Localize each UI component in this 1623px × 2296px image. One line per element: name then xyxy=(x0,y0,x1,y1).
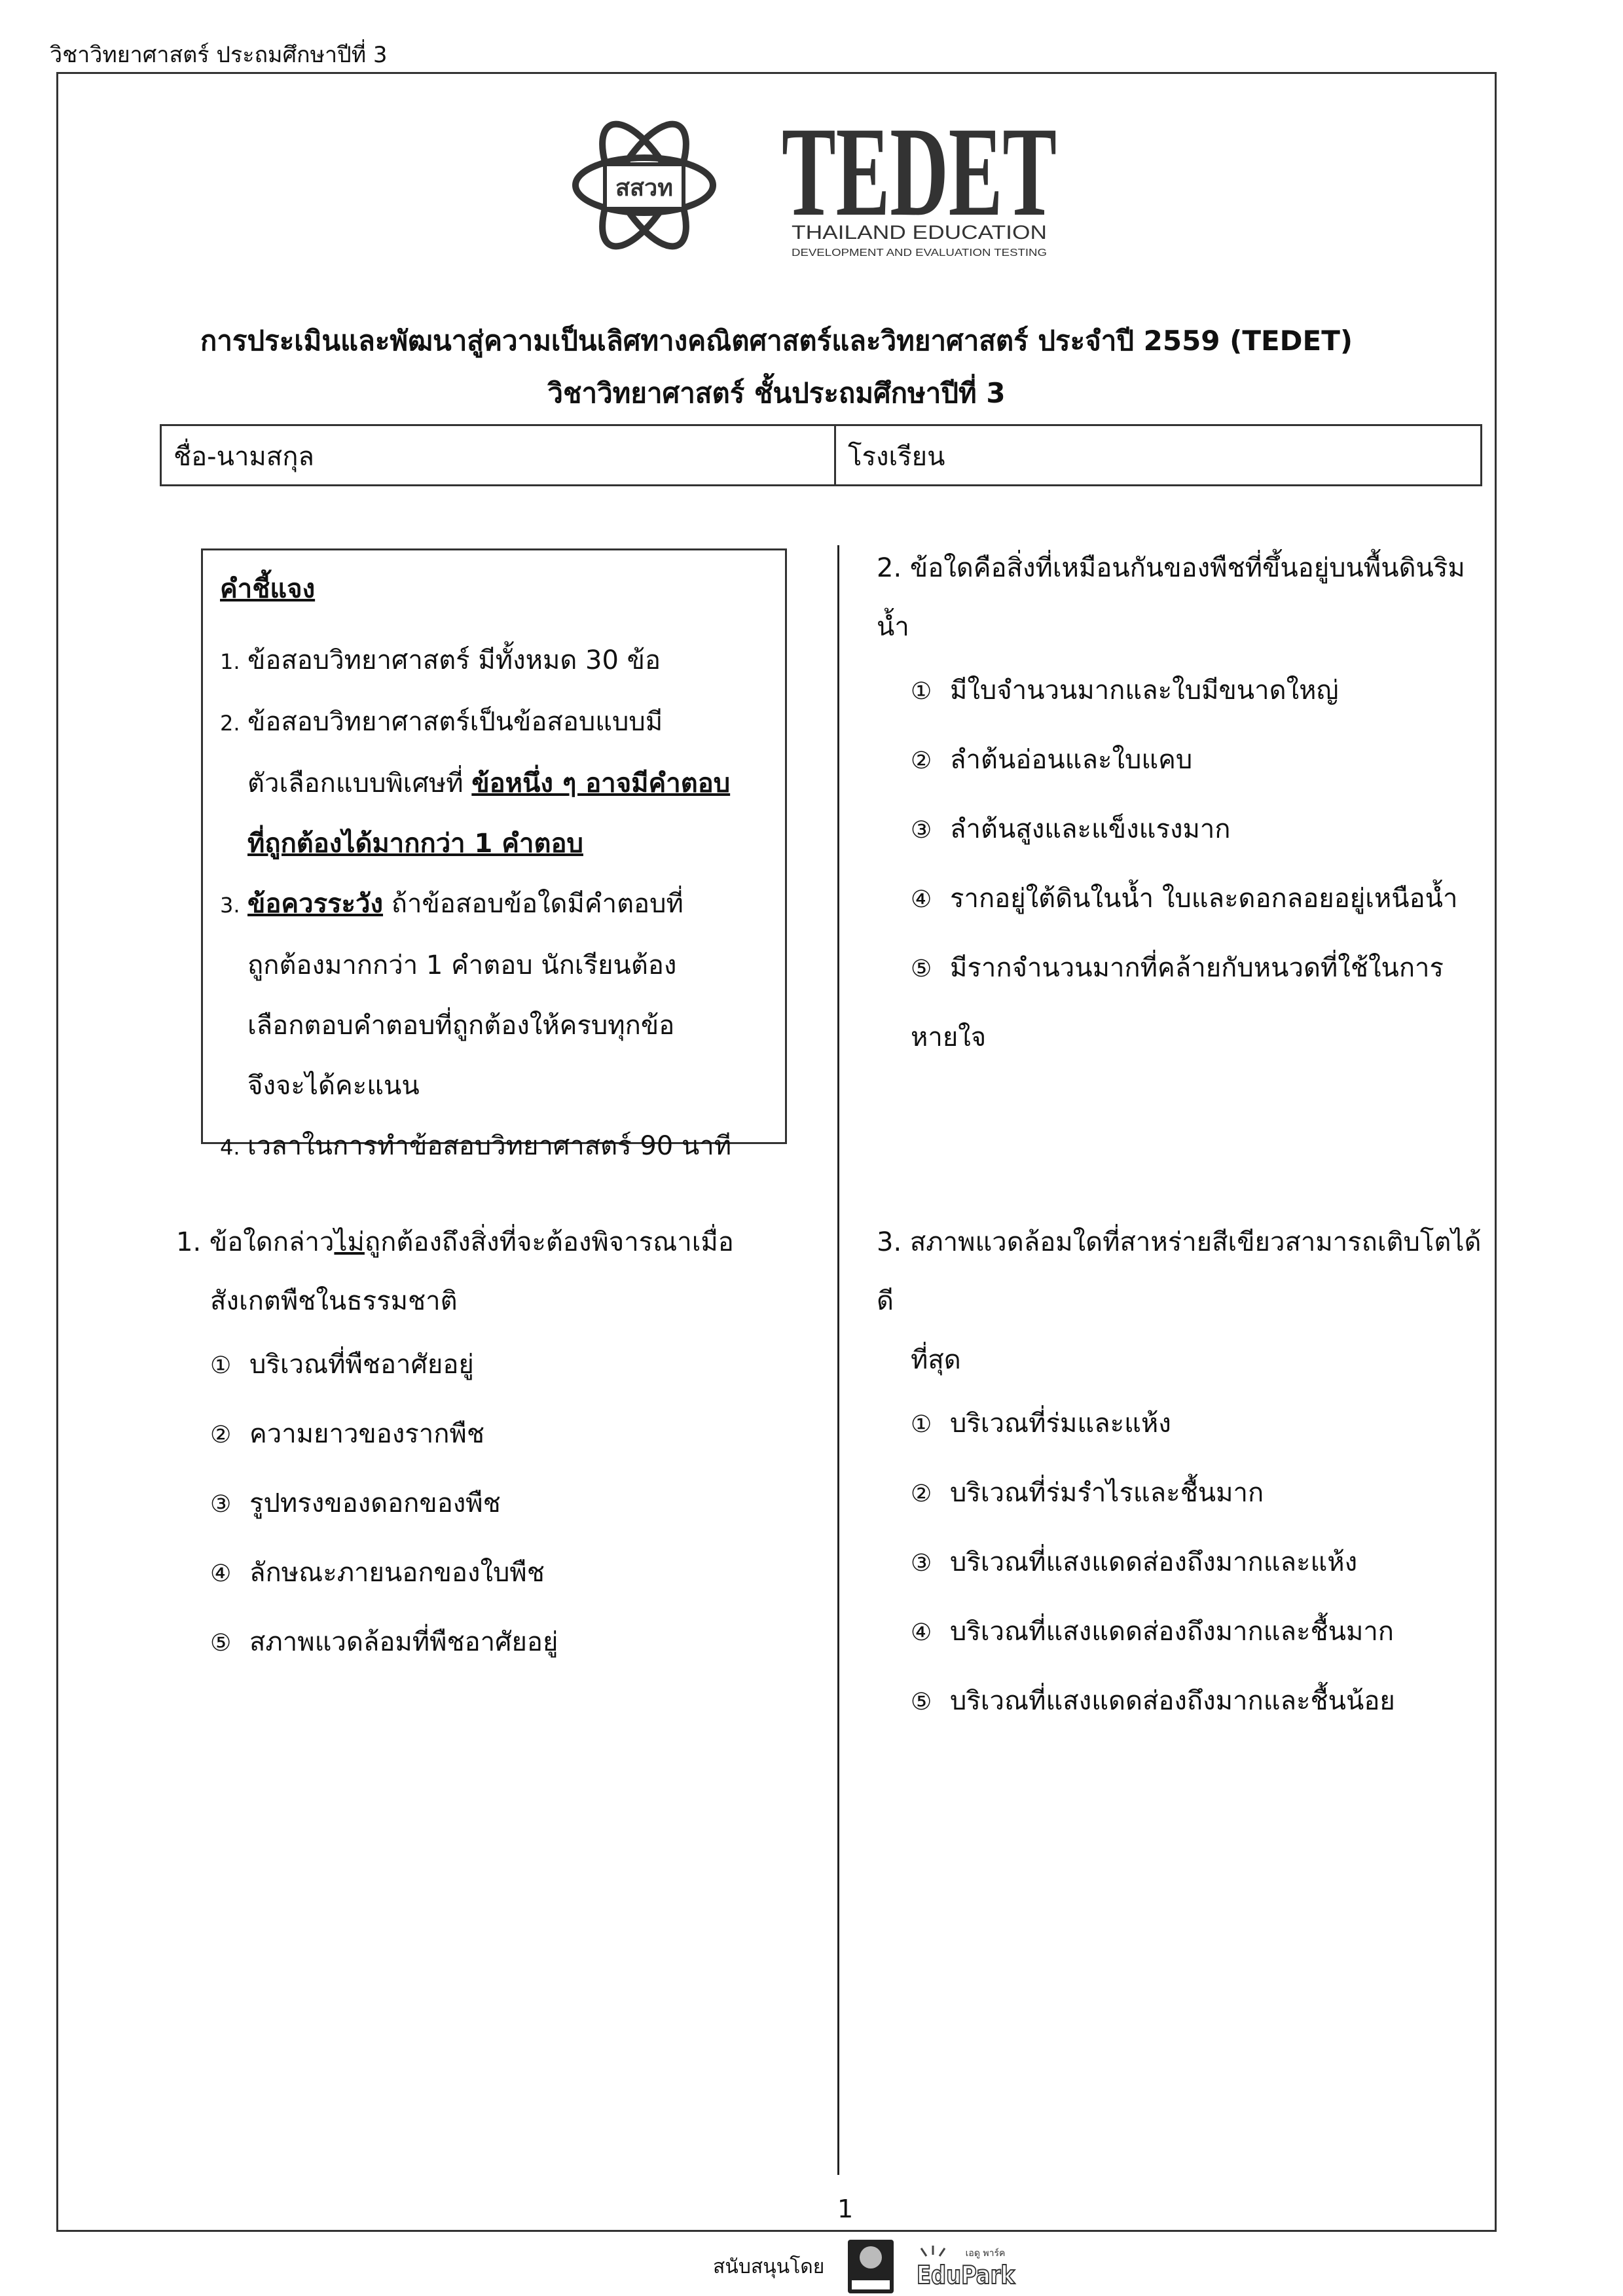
answer-option[interactable]: ⑤ สภาพแวดล้อมที่พืชอาศัยอยู่ xyxy=(210,1627,558,1657)
instruction-item: 2. ข้อสอบวิทยาศาสตร์เป็นข้อสอบแบบมี ตัวเลือกแบบพิเศษที่ ข้อหนึ่ง ๆ อาจมีคำตอบ ที่ถูกต้องได้มากกว่า 1 คำตอบ xyxy=(220,707,731,859)
answer-option[interactable]: ④ บริเวณที่แสงแดดส่องถึงมากและชื้นมาก xyxy=(911,1617,1395,1647)
question-stem: 3. สภาพแวดล้อมใดที่สาหร่ายสีเขียวสามารถเติบโตได้ดี ที่สุด xyxy=(877,1227,1482,1375)
page-frame xyxy=(56,72,1497,2289)
answer-option[interactable]: ④ รากอยู่ใต้ดินในน้ำ ใบและดอกลอยอยู่เหนือน้ำ xyxy=(911,884,1458,914)
tedet-subtitle-1: THAILAND EDUCATION xyxy=(792,222,1047,243)
answer-option[interactable]: ③ ลำต้นสูงและแข็งแรงมาก xyxy=(911,814,1231,844)
instruction-item: 3. ข้อควรระวัง ถ้าข้อสอบข้อใดมีคำตอบที่ ถูกต้องมากกว่า 1 คำตอบ นักเรียนต้อง เลือกตอบคำตอบที่ถูกต้องให้ครบทุกข้อ จึงจะได้คะแนน xyxy=(220,889,684,1101)
page-number: 1 xyxy=(837,2195,854,2223)
answer-option[interactable]: ④ ลักษณะภายนอกของใบพืช xyxy=(210,1558,545,1588)
name-label: ชื่อ-นามสกุล xyxy=(173,442,314,472)
column-divider xyxy=(837,545,839,2175)
instructions-box xyxy=(201,548,787,1161)
answer-option[interactable]: ① มีใบจำนวนมากและใบมีขนาดใหญ่ xyxy=(911,675,1339,706)
answer-option[interactable]: ① บริเวณที่ร่มและแห้ง xyxy=(911,1408,1171,1439)
name-field[interactable] xyxy=(162,426,836,484)
school-field[interactable] xyxy=(836,426,1480,484)
ipst-logo-text: สสวท xyxy=(615,175,673,202)
answer-option[interactable]: ① บริเวณที่พืชอาศัยอยู่ xyxy=(210,1350,474,1380)
edupark-wordmark: EduPark xyxy=(917,2261,1015,2289)
answer-option[interactable]: ② ลำต้นอ่อนและใบแคบ xyxy=(911,745,1193,775)
answer-option[interactable]: ② บริเวณที่ร่มรำไรและชื้นมาก xyxy=(911,1478,1264,1508)
question-stem: 1. ข้อใดกล่าวไม่ถูกต้องถึงสิ่งที่จะต้องพิจารณาเมื่อ สังเกตพืชในธรรมชาติ xyxy=(176,1227,734,1316)
edupark-thai-text: เอดู พาร์ค xyxy=(966,2248,1006,2259)
instructions-title: คำชี้แจง xyxy=(220,574,316,604)
tedet-wordmark: TEDET xyxy=(782,101,1057,243)
instruction-item: 4. เวลาในการทำข้อสอบวิทยาศาสตร์ 90 นาที xyxy=(220,1131,732,1161)
sponsor-footer xyxy=(713,2240,1018,2293)
instruction-item: 1. ข้อสอบวิทยาศาสตร์ มีทั้งหมด 30 ข้อ xyxy=(220,645,661,675)
student-info-row xyxy=(160,424,1482,486)
answer-option[interactable]: ⑤ มีรากจำนวนมากที่คล้ายกับหนวดที่ใช้ในการหายใจ xyxy=(911,953,1444,1052)
supported-by-label: สนับสนุนโดย xyxy=(713,2255,825,2278)
question-3 xyxy=(877,1213,1495,1736)
tedet-logo xyxy=(778,100,1060,270)
edupark-logo xyxy=(913,2240,1018,2293)
exam-subtitle: วิชาวิทยาศาสตร์ ชั้นประถมศึกษาปีที่ 3 xyxy=(547,377,1006,409)
gsb-logo-icon xyxy=(848,2240,894,2293)
school-label: โรงเรียน xyxy=(848,442,945,472)
question-1 xyxy=(176,1213,734,1677)
answer-option[interactable]: ③ รูปทรงของดอกของพืช xyxy=(210,1488,501,1518)
answer-option[interactable]: ⑤ บริเวณที่แสงแดดส่องถึงมากและชื้นน้อย xyxy=(911,1686,1395,1716)
ipst-atom-logo xyxy=(569,107,720,264)
logo-area xyxy=(58,94,1495,283)
question-2 xyxy=(877,539,1495,1071)
tedet-subtitle-2: DEVELOPMENT AND EVALUATION TESTING xyxy=(792,247,1047,259)
answer-option[interactable]: ② ความยาวของรากพืช xyxy=(210,1419,484,1449)
question-stem: 2. ข้อใดคือสิ่งที่เหมือนกันของพืชที่ขึ้นอยู่บนพื้นดินริมน้ำ xyxy=(877,553,1465,642)
running-header: วิชาวิทยาศาสตร์ ประถมศึกษาปีที่ 3 xyxy=(50,42,388,68)
exam-title: การประเมินและพัฒนาสู่ความเป็นเลิศทางคณิตศาสตร์และวิทยาศาสตร์ ประจำปี 2559 (TEDET) xyxy=(200,325,1353,357)
answer-option[interactable]: ③ บริเวณที่แสงแดดส่องถึงมากและแห้ง xyxy=(911,1547,1358,1577)
